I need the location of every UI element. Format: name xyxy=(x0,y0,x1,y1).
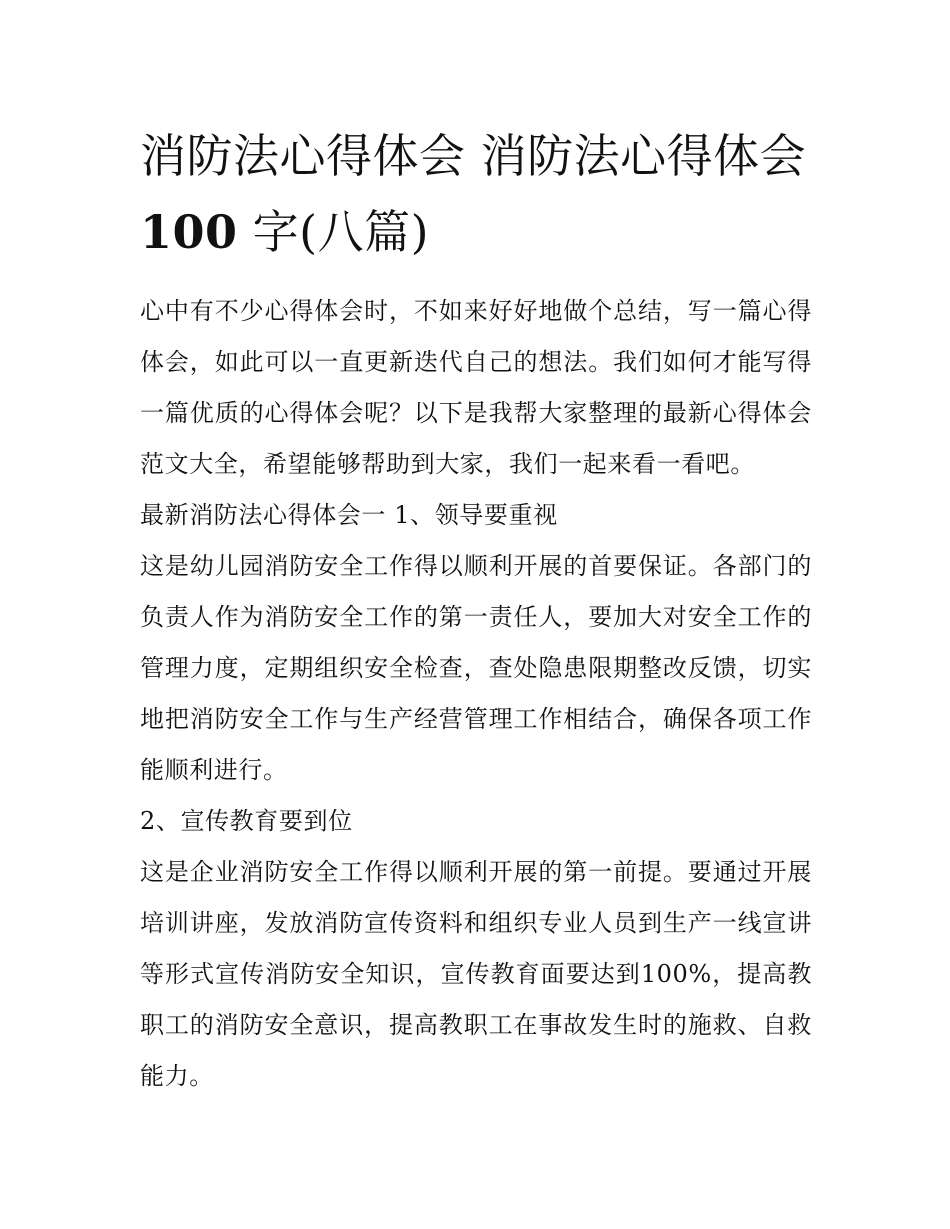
document-page xyxy=(140,118,812,1102)
title-number: 100 xyxy=(140,205,238,259)
title-text-part2: 字(八篇) xyxy=(237,205,430,259)
intro-paragraph: 心中有不少心得体会时，不如来好好地做个总结，写一篇心得体会，如此可以一直更新迭代自己的想法。我们如何才能写得一篇优质的心得体会呢？以下是我帮大家整理的最新心得体会范文大全，希望能够帮助到大家，我们一起来看一看吧。 xyxy=(140,297,812,478)
section-1-paragraph: 这是幼儿园消防安全工作得以顺利开展的首要保证。各部门的负责人作为消防安全工作的第一责任人，要加大对安全工作的管理力度，定期组织安全检查，查处隐患限期整改反馈，切实地把消防安全工作与生产经营管理工作相结合，确保各项工作能顺利进行。 xyxy=(140,552,812,784)
section-2-paragraph: 这是企业消防安全工作得以顺利开展的第一前提。要通过开展培训讲座，发放消防宣传资料和组织专业人员到生产一线宣讲等形式宣传消防安全知识，宣传教育面要达到100%，提高教职工的消防安全意识，提高教职工在事故发生时的施救、自救能力。 xyxy=(140,858,812,1090)
section-2-heading: 2、宣传教育要到位 xyxy=(140,807,353,835)
document-title xyxy=(140,118,812,270)
title-text-part1: 消防法心得体会 消防法心得体会 xyxy=(140,129,807,183)
section-1-heading: 最新消防法心得体会一 1、领导要重视 xyxy=(140,501,558,529)
